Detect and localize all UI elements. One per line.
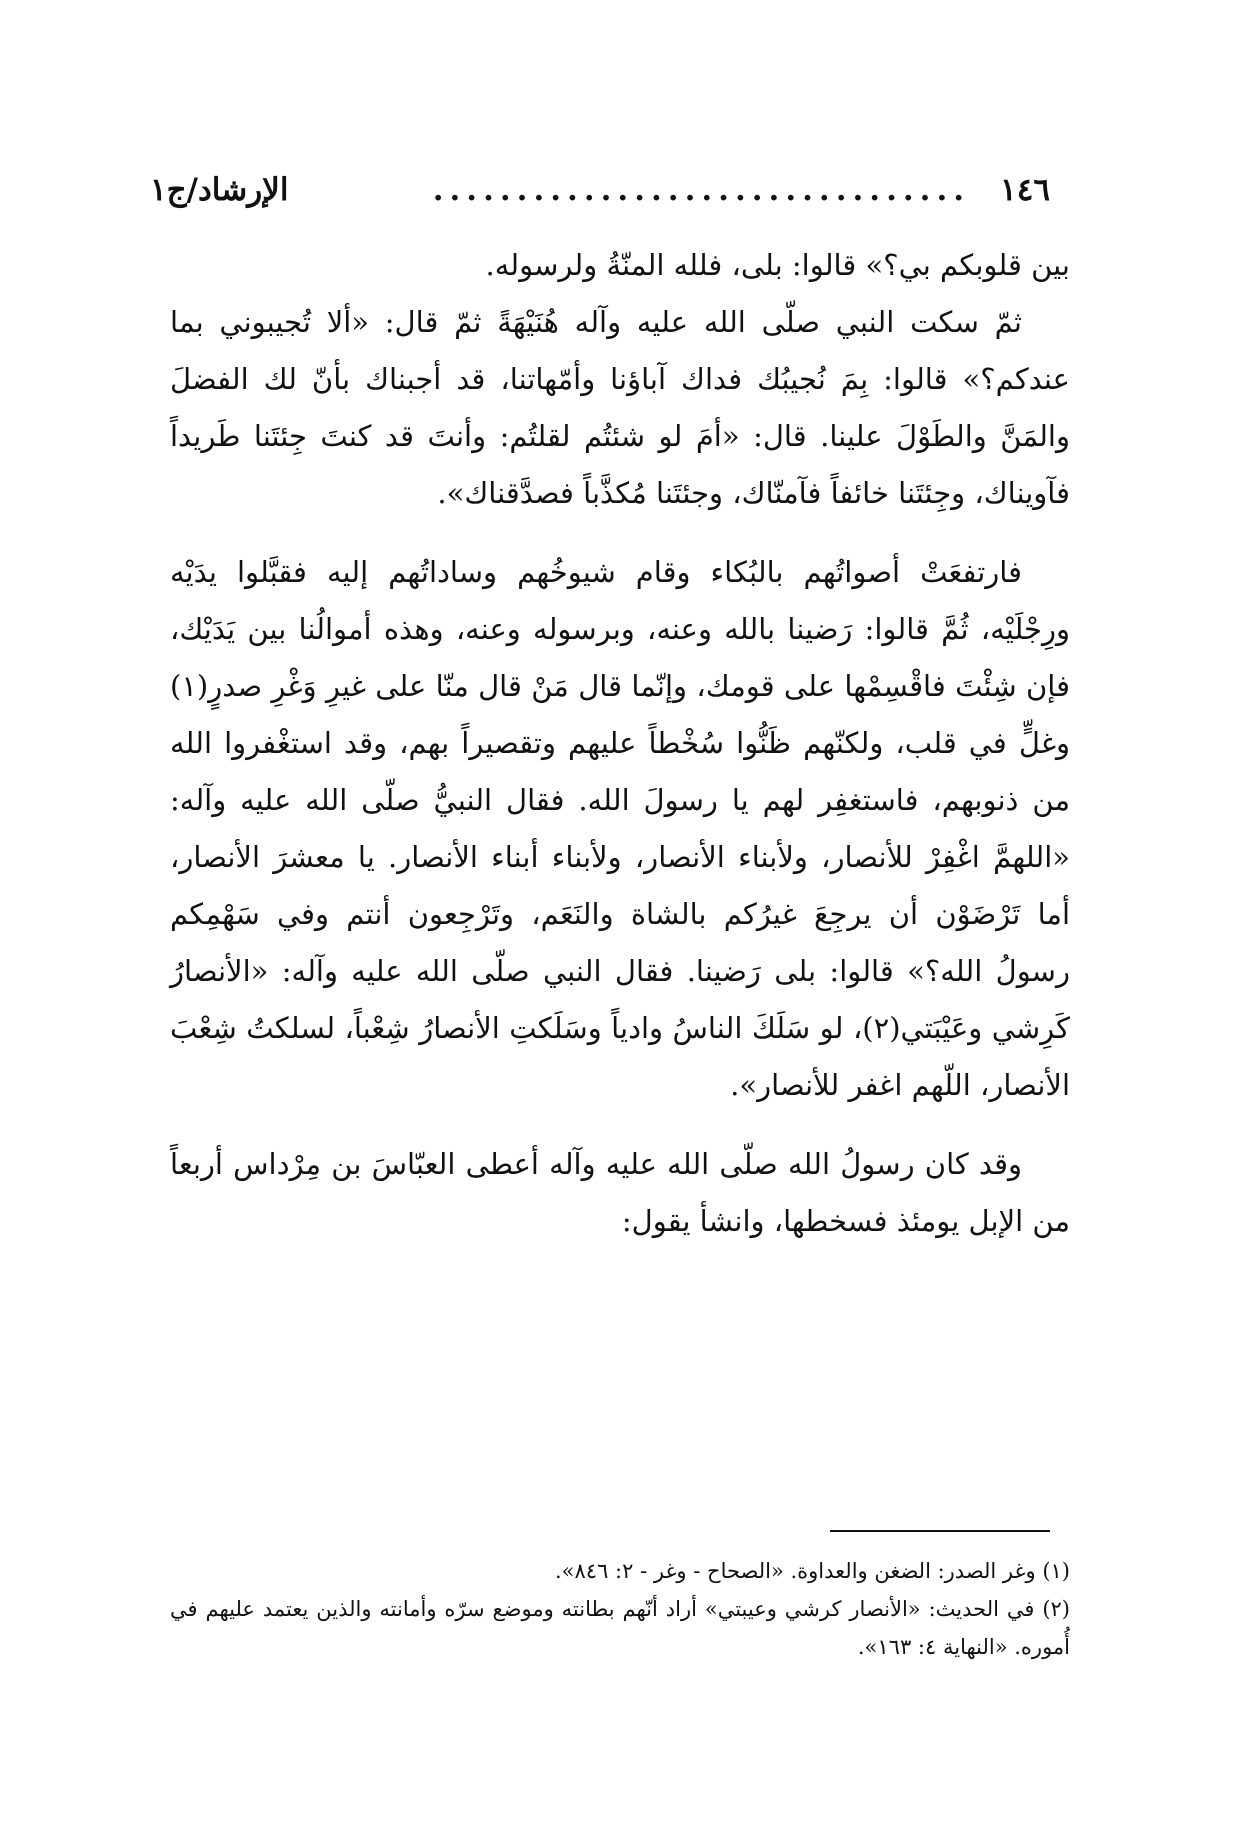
body-text — [170, 237, 1070, 1250]
page-number: ١٤٦ — [1000, 172, 1050, 208]
page-header — [150, 165, 1050, 215]
paragraph-3: فارتفعَتْ أصواتُهم بالبُكاء وقام شيوخُهم وساداتُهم إليه فقبَّلوا يدَيْه ورِجْلَيْه، ثُمَّ قالوا: رَضينا بالله وعنه، وبرسوله وعنه، وهذه أموالُنا بين يَدَيْك، فإن شِئْتَ فاقْسِمْها على قومك، وإنّما قال مَنْ قال منّا على غيرِ وَغْرِ صدرٍ(١) وغلٍّ في قلب، ولكنّهم ظَنُّوا سُخْطاً عليهم وتقصيراً بهم، وقد استغْفروا الله من ذنوبهم، فاستغفِر لهم يا رسولَ الله. فقال النبيُّ صلّى الله عليه وآله: «اللهمَّ اغْفِرْ للأنصار، ولأبناء الأنصار، ولأبناء أبناء الأنصار. يا معشرَ الأنصار، أما تَرْضَوْن أن يرجِعَ غيرُكم بالشاة والنَعَم، وتَرْجِعون أنتم وفي سَهْمِكم رسولُ الله؟» قالوا: بلى رَضينا. فقال النبي صلّى الله عليه وآله: «الأنصارُ كَرِشي وعَيْبَتي(٢)، لو سَلَكَ الناسُ وادياً وسَلَكتِ الأنصارُ شِعْباً، لسلكتُ شِعْبَ الأنصار، اللّهم اغفر للأنصار». — [170, 555, 1070, 1102]
header-dot-leader: ................................ — [432, 172, 971, 208]
footnote-2: (٢) في الحديث: «الأنصار كرشي وعيبتي» أراد أنّهم بطانته وموضع سرّه وأمانته والذين يعتمد عليهم في أُموره. «النهاية ٤: ١٦٣». — [170, 1597, 1070, 1659]
paragraph-1: بين قلوبكم بي؟» قالوا: بلى، فلله المنّةُ ولرسوله. — [485, 248, 1070, 282]
book-title: الإرشاد/ج١ — [150, 172, 289, 208]
paragraph-2: ثمّ سكت النبي صلّى الله عليه وآله هُنَيْهَةً ثمّ قال: «ألا تُجيبوني بما عندكم؟» قالوا: بِمَ نُجيبُك فداك آباؤنا وأمّهاتنا، قد أجبناك بأنّ لك الفضلَ والمَنَّ والطَوْلَ علينا. قال: «أمَ لو شئتُم لقلتُم: وأنتَ قد كنتَ جِئتَنا طَريداً فآويناك، وجِئتَنا خائفاً فآمنّاك، وجئتَنا مُكذَّباً فصدَّقناك». — [170, 305, 1070, 510]
paragraph-4: وقد كان رسولُ الله صلّى الله عليه وآله أعطى العبّاسَ بن مِرْداس أربعاً من الإبل يومئذ فسخطها، وانشأ يقول: — [170, 1147, 1070, 1238]
footnotes — [170, 1552, 1070, 1666]
footnote-1: (١) وغر الصدر: الضغن والعداوة. «الصحاح - وغر - ٢: ٨٤٦». — [554, 1559, 1070, 1583]
footnote-divider — [830, 1530, 1050, 1532]
